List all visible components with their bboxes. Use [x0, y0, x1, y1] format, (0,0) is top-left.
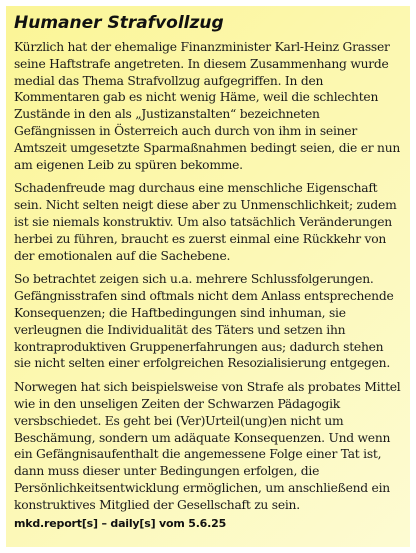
article-paragraph-2: Schadenfreude mag durchaus eine menschliche Eigenschaft sein. Nicht selten neigt diese aber zu Unmenschlichkeit; zudem ist sie niemals konstruktiv. Um also tatsächlich Veränderungen herbei zu führen, braucht es zuerst einmal eine Rückkehr von der emotionalen auf die Sachebene.: [14, 181, 397, 263]
article-title: Humaner Strafvollzug: [14, 13, 224, 33]
article-paragraph-3: So betrachtet zeigen sich u.a. mehrere Schlussfolgerungen. Gefängnisstrafen sind oftmals nicht dem Anlass entsprechende Konsequenzen; die Haftbedingungen sind inhuman, sie verleugnen die Individualität des Täters und setzen ihn kontraproduktiven Gruppenerfahrungen aus; dadurch stehen sie nicht selten einer erfolgreichen Resozialisierung entgegen.: [14, 272, 394, 371]
article-footer-source: mkd.report[s] – daily[s] vom 5.6.25: [14, 516, 227, 530]
article-paragraph-1: Kürzlich hat der ehemalige Finanzminister Karl-Heinz Grasser seine Haftstrafe angetreten. In diesem Zusammenhang wurde medial das Thema Strafvollzug aufgegriffen. In den Kommentaren gab es nicht wenig Häme, weil die schlechten Zustände in den als „Justizanstalten“ bezeichneten Gefängnissen in Österreich auch durch von ihm in seiner Amtszeit umgesetzte Sparmaßnahmen bedingt seien, die er nun am eigenen Leib zu spüren bekomme.: [14, 40, 401, 172]
article-paragraph-4: Norwegen hat sich beispielsweise von Strafe als probates Mittel wie in den unseligen Zeiten der Schwarzen Pädagogik versbschiedet. Es geht bei (Ver)Urteil(ung)en nicht um Beschämung, sondern um adäquate Konsequenzen. Und wenn ein Gefängnisaufenthalt die angemessene Folge einer Tat ist, dann muss dieser unter Bedingungen erfolgen, die Persönlichkeitsentwicklung ermöglichen, um anschließend ein konstruktives Mitglied der Gesellschaft zu sein.: [14, 380, 401, 512]
article-card: [6, 6, 410, 547]
